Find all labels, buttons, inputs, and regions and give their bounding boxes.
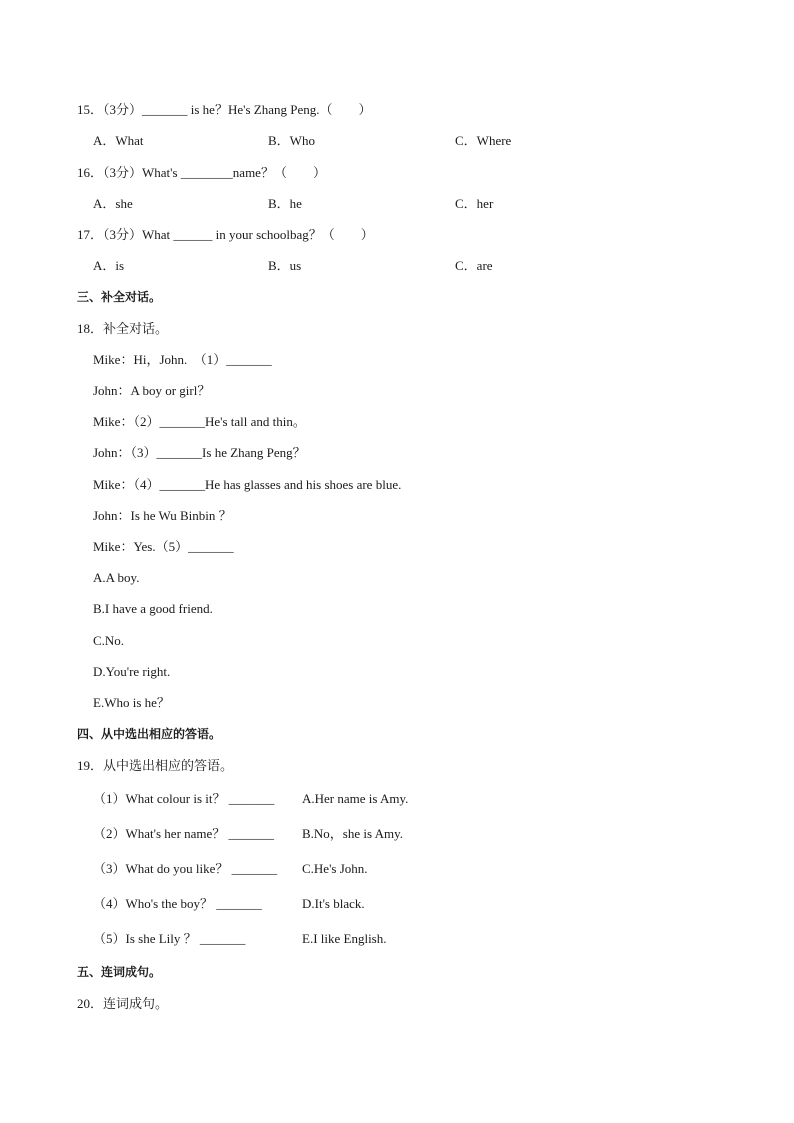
match-answer: B.No，she is Amy. (302, 826, 403, 841)
question-17-option-a[interactable]: A．is (93, 258, 125, 273)
match-question: （4）Who's the boy？ _______ (93, 896, 262, 911)
section-3-heading: 三、补全对话。 (77, 290, 162, 304)
choice-a: A.A boy. (93, 570, 140, 585)
section-5-heading: 五、连词成句。 (77, 965, 162, 979)
question-16-stem: 16．（3分）What's ________name？（ ） (77, 165, 326, 180)
match-question: （1）What colour is it？ _______ (93, 791, 275, 806)
choice-e: E.Who is he？ (93, 695, 170, 710)
match-question: （3）What do you like？ _______ (93, 861, 278, 876)
section-4-heading: 四、从中选出相应的答语。 (77, 727, 222, 741)
question-17-option-b[interactable]: B．us (268, 258, 302, 273)
choice-c: C.No. (93, 633, 125, 648)
match-question: （5）Is she Lily ？ _______ (93, 931, 246, 946)
question-18-stem: 18．补全对话。 (77, 321, 169, 336)
dialogue-line: Mike：Yes.（5）_______ (93, 539, 234, 554)
question-15-option-a[interactable]: A．What (93, 133, 144, 148)
dialogue-line: John：（3）_______Is he Zhang Peng？ (93, 445, 306, 460)
question-15-option-b[interactable]: B．Who (268, 133, 315, 148)
match-answer: C.He's John. (302, 861, 368, 876)
match-answer: E.I like English. (302, 931, 387, 946)
dialogue-line: Mike：（4）_______He has glasses and his shoes are blue. (93, 477, 402, 492)
match-answer: A.Her name is Amy. (302, 791, 409, 806)
question-16-option-c[interactable]: C．her (455, 196, 494, 211)
dialogue-line: Mike：Hi，John. （1）_______ (93, 352, 272, 367)
dialogue-line: John：A boy or girl？ (93, 383, 211, 398)
question-20-stem: 20．连词成句。 (77, 996, 169, 1011)
question-16-option-b[interactable]: B．he (268, 196, 302, 211)
question-15-option-c[interactable]: C．Where (455, 133, 512, 148)
question-19-stem: 19．从中选出相应的答语。 (77, 758, 234, 773)
choice-d: D.You're right. (93, 664, 171, 679)
question-17-stem: 17．（3分）What ______ in your schoolbag？（ ） (77, 227, 374, 242)
question-15-stem: 15．（3分）_______ is he？He's Zhang Peng.（ ） (77, 102, 372, 117)
dialogue-line: Mike：（2）_______He's tall and thin。 (93, 414, 306, 429)
question-16-option-a[interactable]: A．she (93, 196, 133, 211)
question-17-option-c[interactable]: C．are (455, 258, 493, 273)
match-answer: D.It's black. (302, 896, 365, 911)
dialogue-line: John：Is he Wu Binbin ？ (93, 508, 232, 523)
match-question: （2）What's her name？ _______ (93, 826, 275, 841)
choice-b: B.I have a good friend. (93, 601, 213, 616)
